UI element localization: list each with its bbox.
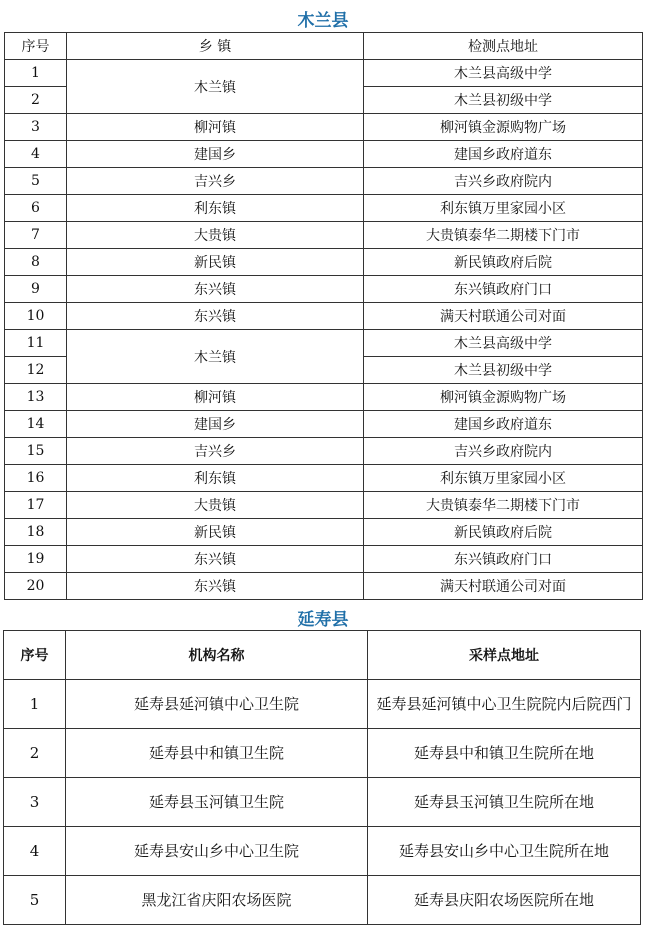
row-site: 大贵镇泰华二期楼下门市 (364, 492, 643, 519)
row-town: 东兴镇 (67, 303, 364, 330)
mulan-testing-sites-table (4, 32, 643, 600)
row-town: 柳河镇 (67, 384, 364, 411)
table-row (5, 141, 643, 168)
table-row (4, 729, 641, 778)
row-town: 大贵镇 (67, 492, 364, 519)
row-town: 大贵镇 (67, 222, 364, 249)
row-org: 延寿县延河镇中心卫生院 (66, 680, 368, 729)
table-row (5, 492, 643, 519)
row-index: 6 (5, 195, 67, 222)
table-row (5, 546, 643, 573)
header-site: 检测点地址 (364, 33, 643, 60)
table-row (5, 60, 643, 87)
table-row (4, 778, 641, 827)
yanshou-sampling-sites-table (3, 630, 641, 925)
row-index: 2 (4, 729, 66, 778)
row-site: 新民镇政府后院 (364, 519, 643, 546)
row-town: 东兴镇 (67, 546, 364, 573)
row-index: 2 (5, 87, 67, 114)
row-site: 木兰县高级中学 (364, 330, 643, 357)
row-index: 3 (4, 778, 66, 827)
row-site: 建国乡政府道东 (364, 141, 643, 168)
section-title-mulan: 木兰县 (297, 11, 349, 31)
row-site: 柳河镇金源购物广场 (364, 384, 643, 411)
table-row (5, 222, 643, 249)
row-org: 黑龙江省庆阳农场医院 (66, 876, 368, 925)
header-site: 采样点地址 (368, 631, 641, 680)
table-row (5, 438, 643, 465)
row-index: 1 (5, 60, 67, 87)
row-index: 11 (5, 330, 67, 357)
row-site: 建国乡政府道东 (364, 411, 643, 438)
row-site: 延寿县玉河镇卫生院所在地 (368, 778, 641, 827)
row-site: 吉兴乡政府院内 (364, 168, 643, 195)
row-index: 1 (4, 680, 66, 729)
row-index: 4 (4, 827, 66, 876)
table-row (5, 168, 643, 195)
row-org: 延寿县安山乡中心卫生院 (66, 827, 368, 876)
row-town: 吉兴乡 (67, 438, 364, 465)
table-row (4, 680, 641, 729)
row-town: 东兴镇 (67, 573, 364, 600)
row-town: 吉兴乡 (67, 168, 364, 195)
table-row (5, 303, 643, 330)
header-index: 序号 (4, 631, 66, 680)
row-index: 15 (5, 438, 67, 465)
row-index: 13 (5, 384, 67, 411)
row-site: 利东镇万里家园小区 (364, 195, 643, 222)
header-town: 乡 镇 (67, 33, 364, 60)
row-site: 柳河镇金源购物广场 (364, 114, 643, 141)
row-site: 新民镇政府后院 (364, 249, 643, 276)
row-town: 木兰镇 (67, 60, 364, 114)
table-row (4, 876, 641, 925)
row-site: 延寿县庆阳农场医院所在地 (368, 876, 641, 925)
row-town: 建国乡 (67, 411, 364, 438)
row-org: 延寿县中和镇卫生院 (66, 729, 368, 778)
row-index: 5 (5, 168, 67, 195)
row-town: 利东镇 (67, 465, 364, 492)
row-index: 4 (5, 141, 67, 168)
row-site: 木兰县初级中学 (364, 87, 643, 114)
row-town: 柳河镇 (67, 114, 364, 141)
row-index: 18 (5, 519, 67, 546)
row-site: 满天村联通公司对面 (364, 573, 643, 600)
row-index: 12 (5, 357, 67, 384)
row-town: 东兴镇 (67, 276, 364, 303)
row-town: 新民镇 (67, 249, 364, 276)
table-row (5, 465, 643, 492)
row-index: 3 (5, 114, 67, 141)
row-site: 大贵镇泰华二期楼下门市 (364, 222, 643, 249)
section-title-yanshou: 延寿县 (297, 610, 349, 630)
row-town: 木兰镇 (67, 330, 364, 384)
row-site: 延寿县延河镇中心卫生院院内后院西门 (368, 680, 641, 729)
row-town: 利东镇 (67, 195, 364, 222)
row-index: 16 (5, 465, 67, 492)
row-site: 木兰县高级中学 (364, 60, 643, 87)
table-row (5, 195, 643, 222)
table-row (5, 411, 643, 438)
table-row (5, 276, 643, 303)
row-site: 吉兴乡政府院内 (364, 438, 643, 465)
row-town: 新民镇 (67, 519, 364, 546)
table-row (5, 573, 643, 600)
row-index: 19 (5, 546, 67, 573)
row-index: 9 (5, 276, 67, 303)
row-site: 满天村联通公司对面 (364, 303, 643, 330)
table-header-row (4, 631, 641, 680)
row-town: 建国乡 (67, 141, 364, 168)
row-index: 20 (5, 573, 67, 600)
row-index: 8 (5, 249, 67, 276)
row-site: 木兰县初级中学 (364, 357, 643, 384)
row-site: 东兴镇政府门口 (364, 276, 643, 303)
row-index: 10 (5, 303, 67, 330)
row-org: 延寿县玉河镇卫生院 (66, 778, 368, 827)
row-site: 利东镇万里家园小区 (364, 465, 643, 492)
table-header-row (5, 33, 643, 60)
table-row (5, 114, 643, 141)
table-row (5, 519, 643, 546)
table-row (5, 384, 643, 411)
table-row (4, 827, 641, 876)
row-index: 14 (5, 411, 67, 438)
row-index: 5 (4, 876, 66, 925)
header-org: 机构名称 (66, 631, 368, 680)
row-site: 东兴镇政府门口 (364, 546, 643, 573)
row-index: 17 (5, 492, 67, 519)
table-row (5, 249, 643, 276)
row-site: 延寿县中和镇卫生院所在地 (368, 729, 641, 778)
table-row (5, 330, 643, 357)
header-index: 序号 (5, 33, 67, 60)
row-index: 7 (5, 222, 67, 249)
row-site: 延寿县安山乡中心卫生院所在地 (368, 827, 641, 876)
